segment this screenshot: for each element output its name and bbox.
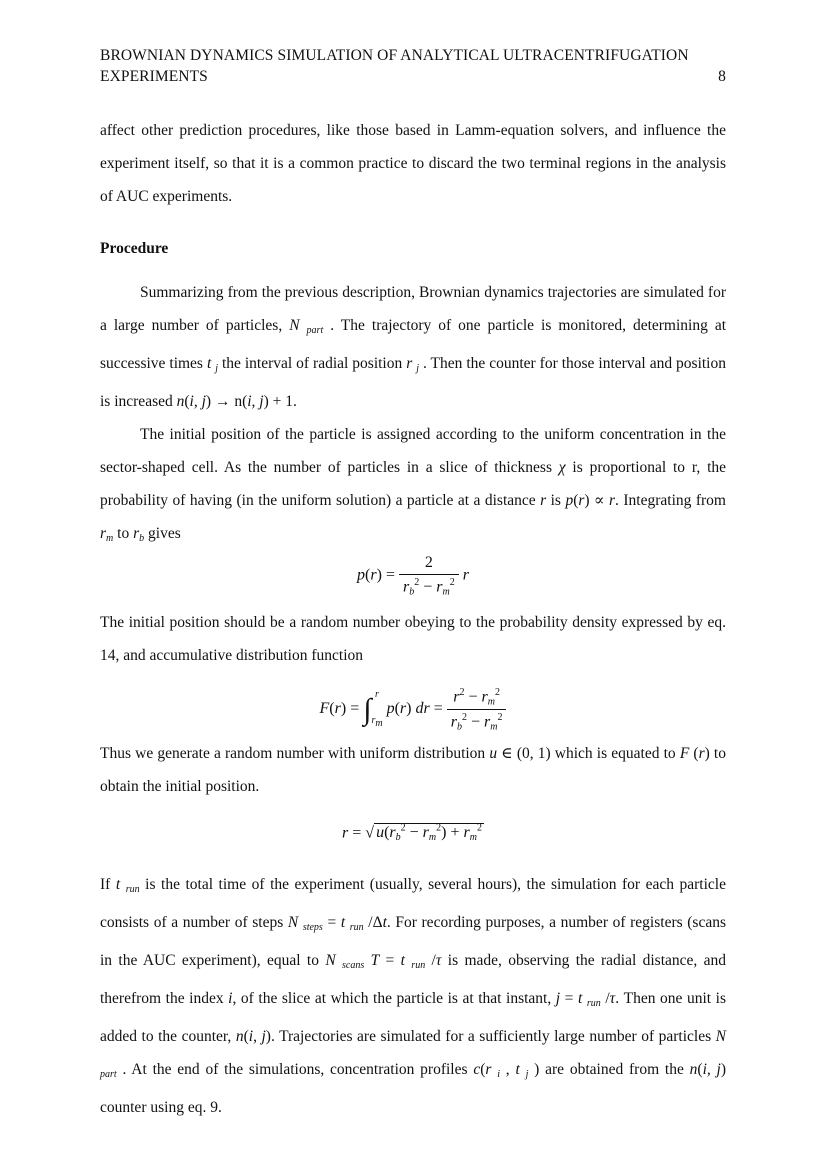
header-title-line2: EXPERIMENTS: [100, 68, 208, 85]
equation-density: p(r) = $\frac{2}{r_b^2 - r_m^2}$ r: [357, 554, 469, 598]
running-header: [100, 45, 726, 87]
paragraph-4: The initial position should be a random number obeying to the probability density expressed by eq. 14, and accumulative distribution function: [100, 614, 726, 664]
paragraph-5: Thus we generate a random number with uniform distribution u ∈ (0, 1) which is equated to F (r) to obtain the initial position.: [100, 745, 726, 795]
section-heading: Procedure: [100, 240, 169, 257]
equation-cdf: F(r) = ∫ r $r_m$ p(r) dr = $\frac{r^2 - r_m^2}{r_b^2 - r_m^2}$: [100, 682, 726, 737]
equation-initial-position: r = √ $u(r_b^2 - r_m^2) + r_m^2$: [342, 823, 482, 844]
paragraph-1: affect other prediction procedures, like those based in Lamm-equation solvers, and influence the experiment itself, so that it is a common practice to discard the two terminal regions in the analysis of AUC experiments.: [100, 122, 726, 205]
paragraph-6: If t $_{run}$ is the total time of the experiment (usually, several hours), the simulation for each particle consists of a number of steps N $_{steps}$ = t $_{run}$ /Δt. For recording purposes, a number of registers (scans in the AUC experiment), equal to N $_{scans}$ T = t $_{run}$ /τ is made, observing the radial distance, and therefrom the index i, of the slice at which the particle is at that instant, j = t $_{run}$ /τ. Then one unit is added to the counter, n(i, j). Trajectories are simulated for a sufficiently large number of particles N $_{part}$ . At the end of the simulations, concentration profiles c(r $_i$ , t $_j$ ) are obtained from the n(i, j) counter using eq. 9.: [100, 876, 727, 1116]
header-title-line1: BROWNIAN DYNAMICS SIMULATION OF ANALYTICAL ULTRACENTRIFUGATION: [100, 47, 689, 64]
paragraph-2: Summarizing from the previous description, Brownian dynamics trajectories are simulated for a large number of particles, N $_{part}$ . The trajectory of one particle is monitored, determining at successive times t $_j$ the interval of radial position r $_j$ . Then the counter for those interval and position is increased n(i, j) → n(i, j) + 1. The initial position of the particle is assigned according to the uniform concentration in the sector-shaped cell. As the number of particles in a slice of thickness χ is proportional to r, the probability of having (in the uniform solution) a particle at a distance r is p(r) ∝ r. Integrating from $r_m$ to $r_b$ gives: [100, 284, 727, 544]
page-number: 8: [718, 68, 726, 85]
